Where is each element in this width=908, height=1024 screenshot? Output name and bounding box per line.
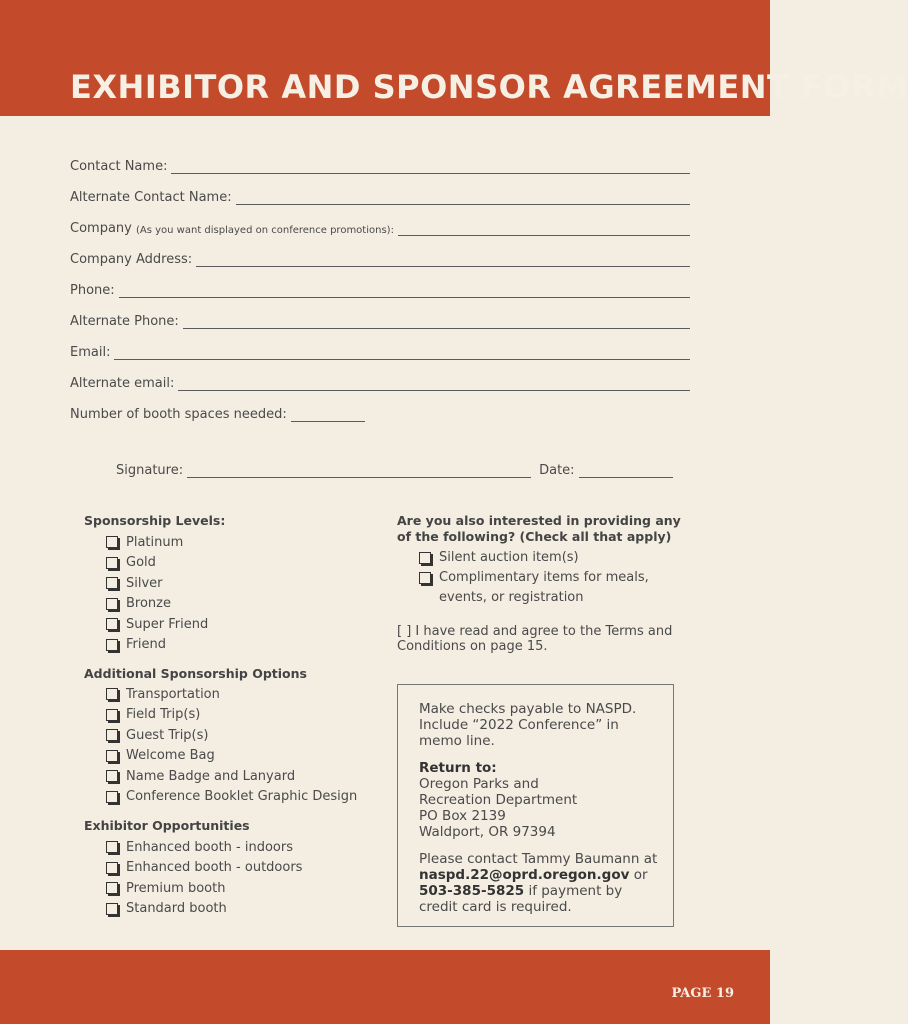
option-label: Transportation	[126, 686, 220, 702]
option-label: Standard booth	[126, 901, 227, 917]
booth-spaces-field[interactable]	[70, 402, 365, 422]
option-label: Guest Trip(s)	[126, 727, 209, 743]
option-label: Complimentary items for meals, events, or registration	[439, 570, 649, 605]
payment-info-box	[397, 684, 674, 927]
interest-option-silent-auction[interactable]	[419, 548, 669, 568]
alternate-contact-name-label: Alternate Contact Name:	[70, 190, 232, 205]
checkbox-icon[interactable]	[106, 557, 118, 569]
sponsorship-option-bronze[interactable]	[106, 594, 208, 615]
additional-option-booklet-design[interactable]	[106, 787, 357, 808]
option-label: Welcome Bag	[126, 748, 215, 764]
company-label: Company	[70, 221, 132, 236]
checkbox-icon[interactable]	[106, 536, 118, 548]
contact-name-line[interactable]	[171, 159, 690, 174]
checkbox-icon[interactable]	[106, 577, 118, 589]
alternate-phone-line[interactable]	[183, 314, 690, 329]
return-line-4: Waldport, OR 97394	[419, 824, 556, 840]
alternate-phone-label: Alternate Phone:	[70, 314, 179, 329]
option-label: Conference Booklet Graphic Design	[126, 789, 358, 805]
interest-heading: Are you also interested in providing any of the following? (Check all that apply)	[397, 513, 681, 544]
option-label: Friend	[126, 637, 166, 653]
option-label: Enhanced booth - indoors	[126, 839, 294, 855]
exhibitor-opportunities-heading: Exhibitor Opportunities	[84, 818, 250, 833]
option-label: Platinum	[126, 534, 184, 550]
company-address-line[interactable]	[196, 252, 690, 267]
contact-email-link[interactable]: naspd.22@oprd.oregon.gov	[419, 867, 630, 883]
checkbox-icon[interactable]	[106, 750, 118, 762]
contact-pre-text: Please contact Tammy Baumann at	[419, 851, 658, 867]
additional-option-name-badge[interactable]	[106, 766, 357, 787]
phone-label: Phone:	[70, 283, 115, 298]
contact-instructions	[419, 851, 663, 915]
sponsorship-option-gold[interactable]	[106, 553, 208, 574]
additional-options-heading: Additional Sponsorship Options	[84, 666, 307, 681]
checkbox-icon[interactable]	[106, 709, 118, 721]
sponsorship-option-super-friend[interactable]	[106, 614, 208, 635]
contact-phone[interactable]: 503-385-5825	[419, 883, 525, 899]
option-label: Name Badge and Lanyard	[126, 768, 296, 784]
exhibitor-option-outdoors[interactable]	[106, 858, 302, 879]
page-title: EXHIBITOR AND SPONSOR AGREEMENT FORM	[70, 68, 908, 106]
additional-options-list	[106, 684, 357, 807]
header-band	[0, 0, 908, 116]
date-label: Date:	[539, 463, 575, 478]
return-line-1: Oregon Parks and	[419, 776, 539, 792]
company-address-label: Company Address:	[70, 252, 193, 267]
exhibitor-option-indoors[interactable]	[106, 837, 302, 858]
phone-field[interactable]	[70, 278, 690, 298]
sponsorship-option-platinum[interactable]	[106, 532, 208, 553]
contact-name-label: Contact Name:	[70, 159, 168, 174]
interest-list	[419, 548, 669, 608]
company-address-field[interactable]	[70, 247, 690, 267]
exhibitor-option-standard[interactable]	[106, 899, 302, 920]
return-address	[419, 760, 663, 840]
contact-or-text: or	[633, 867, 648, 883]
company-line[interactable]	[398, 221, 690, 236]
checkbox-icon[interactable]	[106, 791, 118, 803]
option-label: Gold	[126, 555, 156, 571]
date-line[interactable]	[579, 463, 673, 478]
additional-option-field-trips[interactable]	[106, 705, 357, 726]
alternate-email-label: Alternate email:	[70, 376, 175, 391]
checkbox-icon[interactable]	[419, 572, 431, 584]
checkbox-icon[interactable]	[419, 552, 431, 564]
alternate-phone-field[interactable]	[70, 309, 690, 329]
alternate-email-field[interactable]	[70, 371, 690, 391]
signature-line[interactable]	[187, 463, 531, 478]
option-label: Bronze	[126, 596, 171, 612]
additional-option-guest-trips[interactable]	[106, 725, 357, 746]
sponsorship-levels-heading: Sponsorship Levels:	[84, 513, 226, 528]
terms-agreement[interactable]: [ ] I have read and agree to the Terms and Conditions on page 15.	[397, 624, 673, 654]
alternate-contact-name-line[interactable]	[236, 190, 690, 205]
alternate-email-line[interactable]	[178, 376, 690, 391]
checkbox-icon[interactable]	[106, 618, 118, 630]
exhibitor-opportunities-list	[106, 837, 302, 919]
signature-label: Signature:	[116, 463, 184, 478]
exhibitor-option-premium[interactable]	[106, 878, 302, 899]
return-line-3: PO Box 2139	[419, 808, 506, 824]
checks-instructions: Make checks payable to NASPD. Include “2022 Conference” in memo line.	[419, 701, 637, 749]
company-note: (As you want displayed on conference promotions):	[136, 225, 394, 236]
additional-option-welcome-bag[interactable]	[106, 746, 357, 767]
checkbox-icon[interactable]	[106, 862, 118, 874]
checkbox-icon[interactable]	[106, 882, 118, 894]
return-heading: Return to:	[419, 760, 497, 776]
email-line[interactable]	[114, 345, 690, 360]
contact-name-field[interactable]	[70, 154, 690, 174]
signature-row	[116, 458, 673, 478]
email-field[interactable]	[70, 340, 690, 360]
booth-spaces-label: Number of booth spaces needed:	[70, 407, 287, 422]
option-label: Super Friend	[126, 616, 209, 632]
checkbox-icon[interactable]	[106, 688, 118, 700]
checkbox-icon[interactable]	[106, 598, 118, 610]
sponsorship-option-friend[interactable]	[106, 635, 208, 656]
checkbox-icon[interactable]	[106, 903, 118, 915]
sponsorship-option-silver[interactable]	[106, 573, 208, 594]
return-line-2: Recreation Department	[419, 792, 578, 808]
interest-option-complimentary[interactable]	[419, 568, 669, 608]
checkbox-icon[interactable]	[106, 639, 118, 651]
checkbox-icon[interactable]	[106, 729, 118, 741]
option-label: Field Trip(s)	[126, 707, 201, 723]
contact-post-text: if payment by credit card is required.	[419, 883, 623, 915]
page-number: PAGE 19	[671, 986, 734, 1001]
additional-option-transportation[interactable]	[106, 684, 357, 705]
alternate-contact-name-field[interactable]	[70, 185, 690, 205]
booth-spaces-line[interactable]	[291, 407, 365, 422]
option-label: Premium booth	[126, 880, 226, 896]
checkbox-icon[interactable]	[106, 770, 118, 782]
option-label: Silent auction item(s)	[439, 550, 579, 565]
email-label: Email:	[70, 345, 111, 360]
option-label: Silver	[126, 575, 163, 591]
checkbox-icon[interactable]	[106, 841, 118, 853]
phone-line[interactable]	[119, 283, 690, 298]
sponsorship-levels-list	[106, 532, 208, 655]
footer-band	[0, 950, 770, 1024]
option-label: Enhanced booth - outdoors	[126, 860, 303, 876]
company-field[interactable]	[70, 216, 690, 236]
